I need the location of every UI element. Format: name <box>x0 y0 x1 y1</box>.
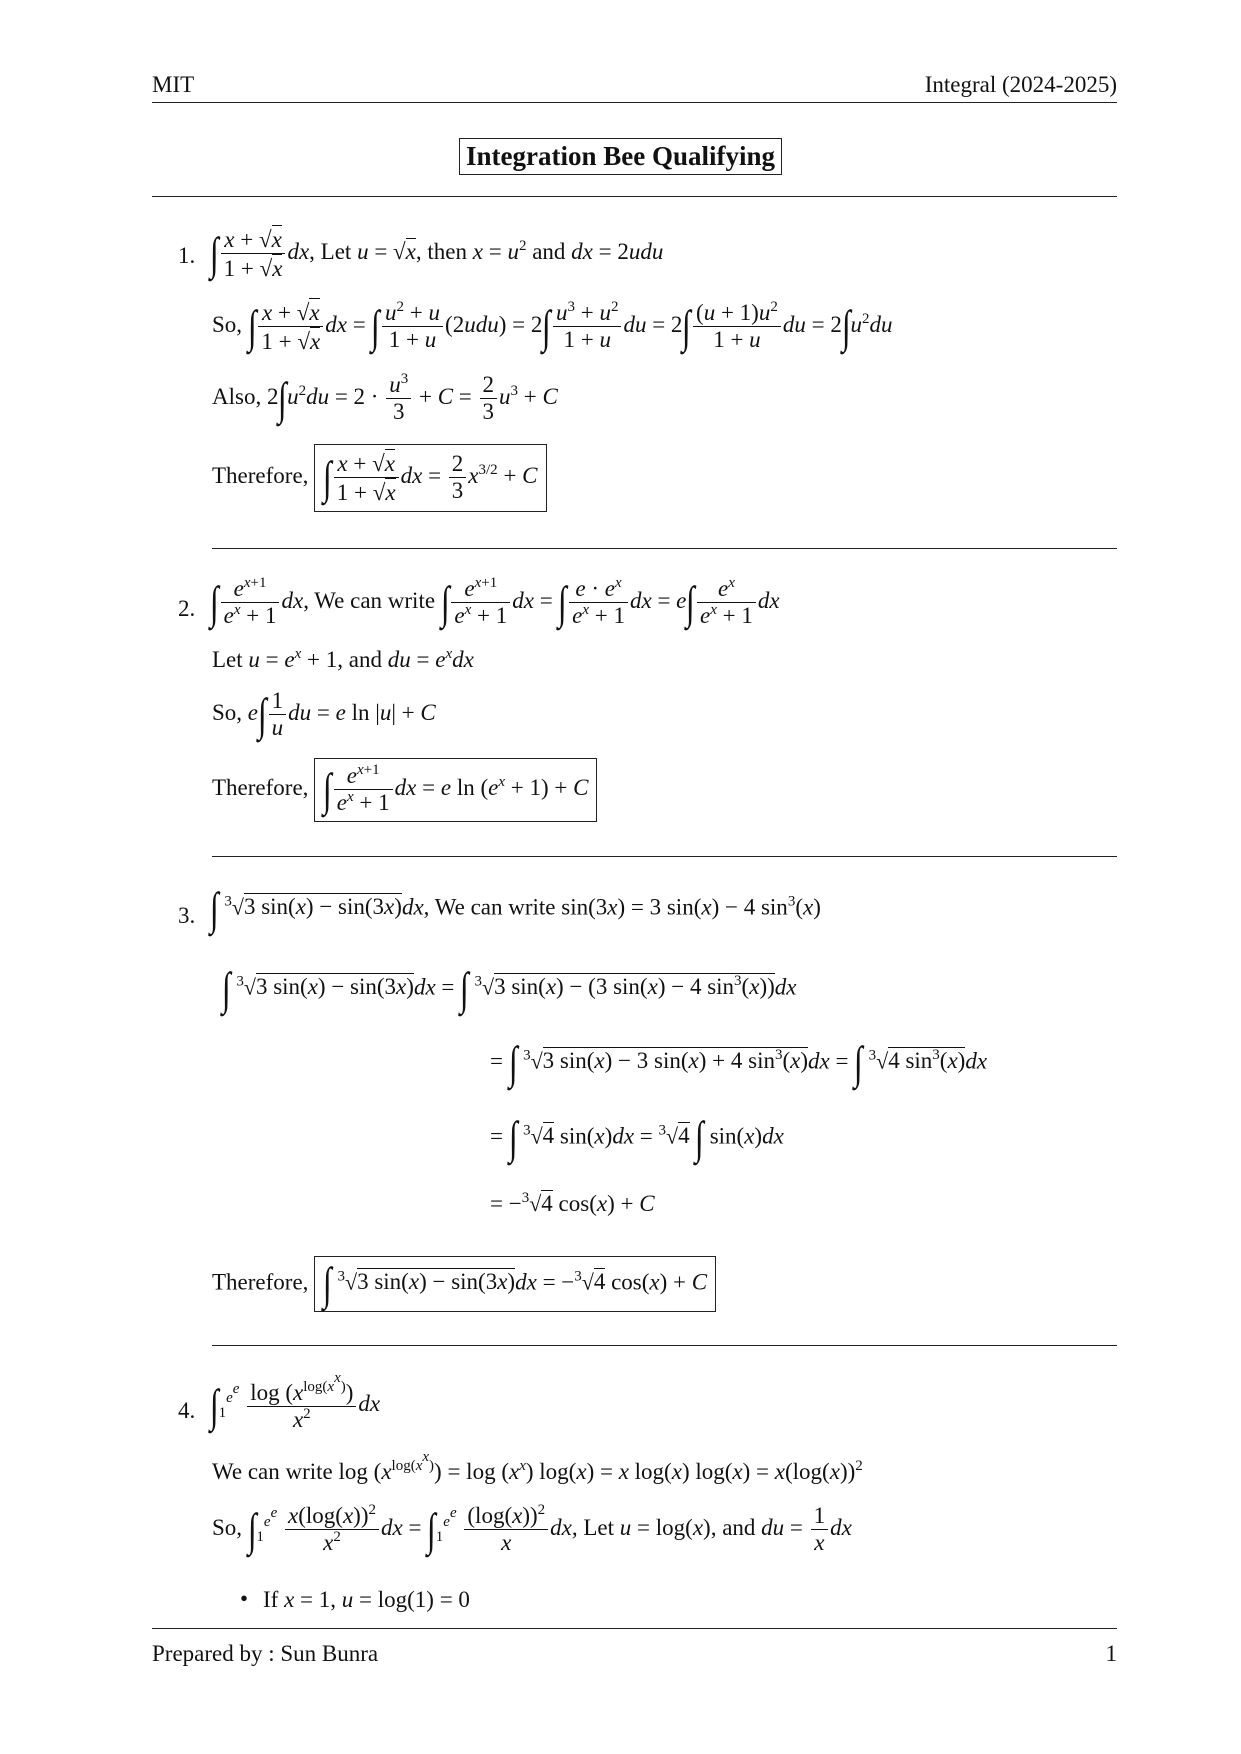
footer-author: Prepared by : Sun Bunra <box>152 1641 379 1666</box>
problem-1-result-box: ∫ $\frac{x + √x}{1 + √x}$ dx = $\frac{2}{3}$ $x^{3/2} + C$ <box>314 444 546 512</box>
problem-3-step-4: = −$^3$√4 cos(x) + C <box>490 1190 655 1216</box>
page-number: 1 <box>1105 1641 1117 1666</box>
problem-2-result-box: ∫ $\frac{e^{x+1}}{e^x + 1}$ dx = e $\ln (e^x + 1) + C$ <box>314 758 597 822</box>
problem-4-statement: $\int_1^{e^e}$ $\frac{\log (x^{log(x^x)})}{x^2}$ dx <box>209 1370 381 1433</box>
problem-1-number: 1. <box>178 243 196 268</box>
header-right: Integral (2024-2025) <box>924 72 1117 97</box>
problem-3-step-1: ∫ $^3$√3 sin(x) − sin(3x)dx = ∫ $^3$√3 sin(x) − (3 sin(x) − 4 $\sin^3(x))dx$ <box>221 963 797 1014</box>
problem-4-number: 4. <box>178 1398 196 1423</box>
page-footer <box>152 1628 1117 1666</box>
problem-3-step-3: = ∫ $^3$√4 sin(x)dx = $^3$√4 ∫ sin(x)dx <box>490 1112 784 1163</box>
problem-2-substitution: Let $u = e^x + 1$, and du = $e^xdx$ <box>212 646 474 672</box>
problem-2-divider <box>212 856 1117 857</box>
problem-1-divider <box>212 548 1117 549</box>
problem-1-answer: Therefore, ∫ $\frac{x + √x}{1 + √x}$ dx = $\frac{2}{3}$ $x^{3/2} + C$ <box>212 444 547 512</box>
problem-1-statement: ∫ $\frac{x + √x}{1 + √x}$ dx, Let u = √x, then $x = u^2$ and dx = 2udu <box>209 227 664 282</box>
bullet-icon: • <box>240 1586 249 1611</box>
problem-2-step: So, e∫ $\frac{1}{u}$ du = e ln |u| + C <box>212 688 436 741</box>
problem-1-step-1: So, ∫ $\frac{x + √x}{1 + √x}$ dx = ∫ $\frac{u^2 + u}{1 + u}$ (2udu) = 2∫ $\frac{u^3 + u^2}{1 + u}$ du = 2∫ $\frac{(u + 1)u^2}{1 + u}$ du = $2\int u^2du$ <box>212 299 893 355</box>
problem-4-bullet-1: If x = 1, u = log(1) = 0 <box>263 1587 470 1612</box>
problem-3-result-box: ∫ $^3$√3 sin(x) − sin(3x)dx = −$^3$√4 cos(x) + C <box>314 1256 716 1312</box>
problem-3-answer: Therefore, ∫ $^3$√3 sin(x) − sin(3x)dx = −$^3$√4 cos(x) + C <box>212 1256 716 1312</box>
problem-2-number: 2. <box>178 596 196 621</box>
problem-4-step: So, $\int_1^{e^e}$ $\frac{x(\log(x))^2}{x^2}$ dx = $\int_1^{e^e}$ $\frac{(\log(x))^2}{x}$ dx, Let u = log(x), and du = $\frac{1}{x}$ dx <box>212 1502 852 1556</box>
problem-3-statement: ∫ $^3$√3 sin(x) − sin(3x)dx, We can write sin(3x) = 3 sin(x) − 4 $\sin^3(x)$ <box>209 883 821 934</box>
problem-3-divider <box>212 1345 1117 1346</box>
problem-1-step-2: Also, $2\int u^2du = 2$ · $\frac{u^3}{3}$ + C = $\frac{2}{3}$ $u^3 + C$ <box>212 371 558 425</box>
document-title: Integration Bee Qualifying <box>0 138 1241 175</box>
problem-2-statement: ∫ $\frac{e^{x+1}}{e^x + 1}$ dx, We can write ∫ $\frac{e^{x+1}}{e^x + 1}$ dx = ∫ $\frac{e \cdot e^x}{e^x + 1}$ dx = e∫ $\frac{e^x}{e^x + 1}$ dx <box>209 575 780 629</box>
problem-2-answer: Therefore, ∫ $\frac{e^{x+1}}{e^x + 1}$ dx = e $\ln (e^x + 1) + C$ <box>212 758 597 822</box>
title-rule <box>152 196 1117 197</box>
problem-3-step-2: = ∫ $^3$√3 sin(x) − 3 sin(x) + 4 $\sin^3(x)dx$ = ∫ $^3$√4 $\sin^3(x)dx$ <box>490 1037 988 1088</box>
problem-4-rewrite: We can write $\log (x^{log(x^x)}) = \log (x^x) \log(x) = x$ log(x) $\log(x) = x(\log(x))^2$ <box>212 1449 863 1484</box>
problem-3-number: 3. <box>178 903 196 928</box>
page-header <box>152 72 1117 103</box>
header-left: MIT <box>152 72 195 97</box>
